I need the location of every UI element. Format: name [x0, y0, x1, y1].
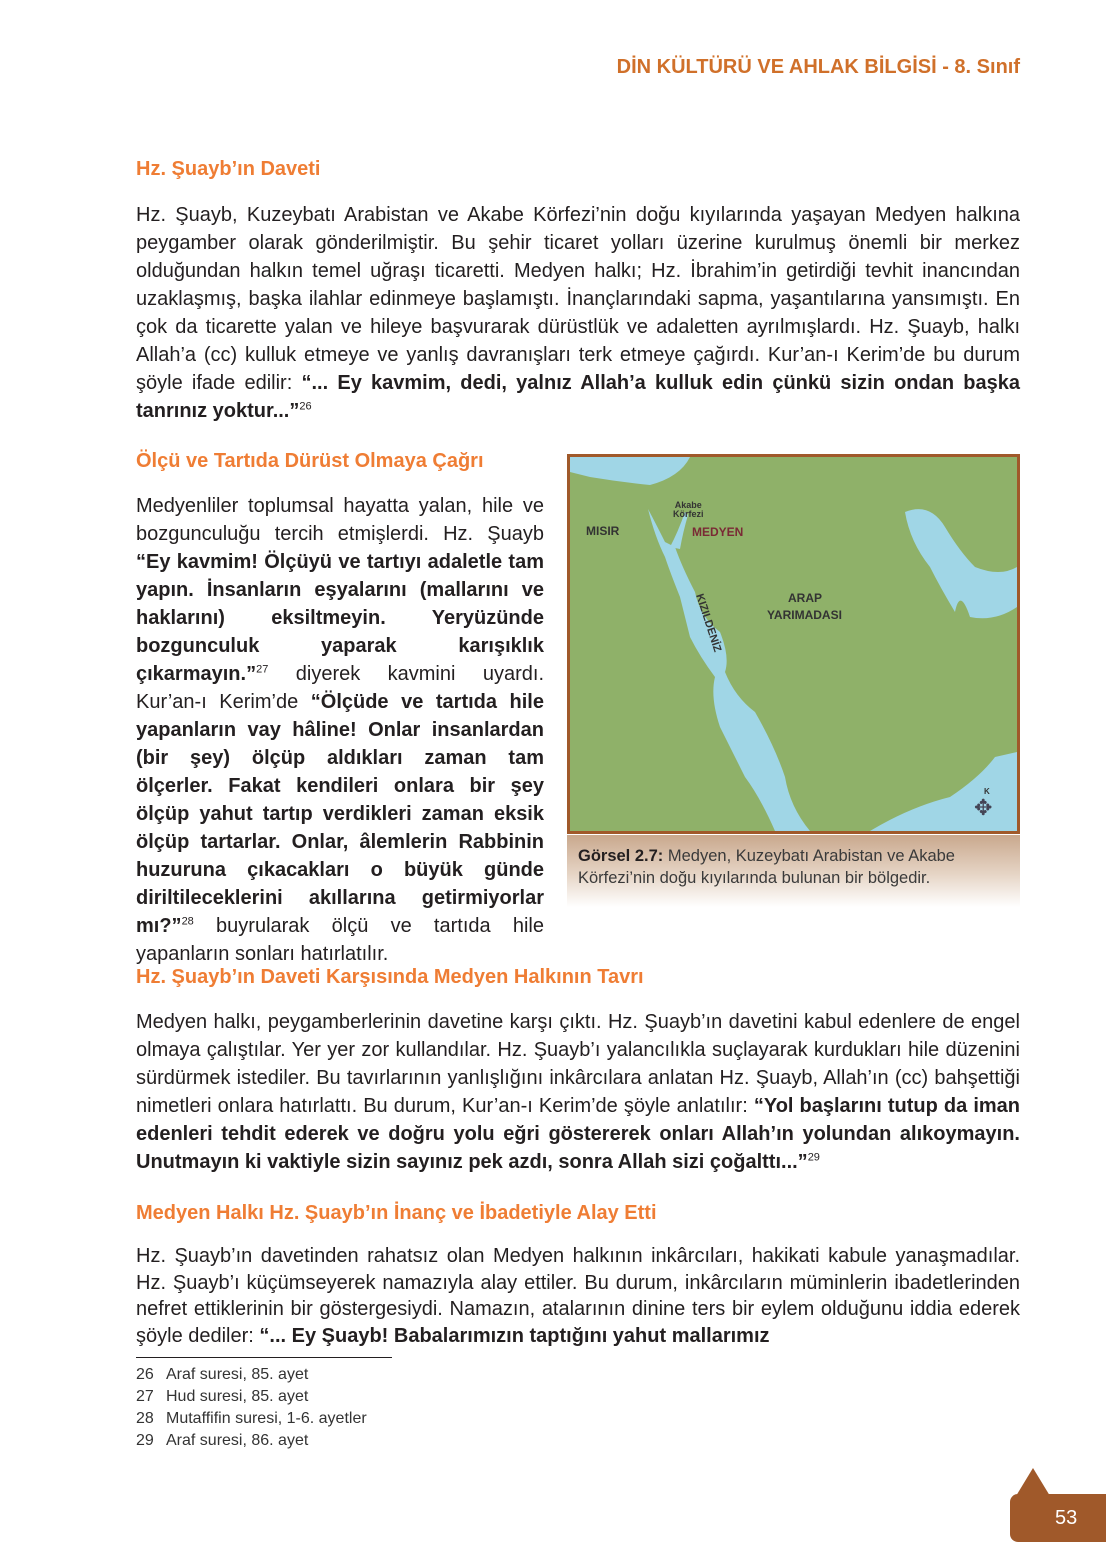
footnote	[136, 1408, 367, 1429]
body-text: Hz. Şuayb’ın davetinden rahatsız olan Medyen halkının inkârcıları, hakikati kabule yanaşmadılar. Hz. Şuayb’ı küçümseyerek namazıyla alay ettiler. Bu durum, inkârcıların müminlerin ibadetlerinden nefret ettiklerinin bir göstergesiydi. Namazın, atalarının dinine ters bir eylem olduğunu iddia ederek şöyle dediler:	[136, 1245, 1020, 1347]
quote: “Ölçüde ve tartıda hile yapanların vay hâline! Onlar insanlardan (bir şey) ölçüp aldıkları zaman tam ölçerler. Fakat kendileri onlara bir şey ölçüp yahut tartıp verdikleri zaman eksik ölçüp tartarlar. Onlar, âlemlerin Rabbinin huzuruna çıkacakları o büyük günde diriltileceklerini akıllarına getirmiyorlar mı?”	[136, 691, 544, 937]
footnote-text: Hud suresi, 85. ayet	[166, 1388, 309, 1405]
footnote	[136, 1430, 308, 1451]
page-tab-arrow-icon	[1016, 1468, 1050, 1496]
paragraph	[136, 492, 544, 968]
map-label-misir: MISIR	[586, 524, 620, 538]
quote: “Ey kavmim! Ölçüyü ve tartıyı adaletle tam yapın. İnsanların eşyalarını (mallarını ve haklarını) eksiltmeyin. Yeryüzünde bozgunculuk yaparak karışıklık çıkarmayın.”	[136, 551, 544, 685]
map-label: Körfezi	[673, 509, 704, 519]
compass-north-label: K	[984, 787, 990, 796]
footnote	[136, 1364, 308, 1385]
footnote-text: Araf suresi, 86. ayet	[166, 1432, 309, 1449]
footnote-ref: 27	[256, 663, 269, 676]
quote: “Yol başlarını tutup da iman edenleri tehdit ederek ve doğru yolu eğri göstererek onları Allah’ın yolundan alıkoymayın. Unutmayın ki vaktiyle sizin sayınız pek azdı, sonra Allah sizi çoğalttı...”	[136, 1095, 1020, 1173]
map-water	[570, 457, 1017, 831]
page-number: 53	[1055, 1507, 1078, 1529]
quote: “... Ey Şuayb! Babalarımızın taptığını yahut mallarımız	[259, 1324, 770, 1347]
compass-rose-icon: ✥	[974, 795, 993, 820]
section-heading: Hz. Şuayb’ın Daveti Karşısında Medyen Halkının Tavrı	[136, 966, 644, 988]
grade-label: - 8. Sınıf	[936, 56, 1020, 78]
footnote-divider	[136, 1357, 392, 1358]
body-text: Medyen halkı, peygamberlerinin davetine karşı çıktı. Hz. Şuayb’ın davetini kabul edenlere de engel olmaya çalıştılar. Yer yer zor kullandılar. Hz. Şuayb’ı yalancılıkla suçlayarak kurdukları hile düzenini sürdürmek istediler. Bu tavırlarının yanlışlığını inkârcılara anlatan Hz. Şuayb, Allah’ın (cc) bahşettiği nimetleri onlara hatırlattı. Bu durum, Kur’an-ı Kerim’de şöyle anlatılır:	[136, 1011, 1020, 1117]
body-text: buyrularak ölçü ve tartıda hile yapanların sonları hatırlatılır.	[136, 915, 544, 965]
page-number-tab	[1010, 1494, 1106, 1542]
footnote-text: Mutaffifin suresi, 1-6. ayetler	[166, 1410, 367, 1427]
subject-title: DİN KÜLTÜRÜ VE AHLAK BİLGİSİ	[616, 56, 937, 78]
figure-caption	[567, 835, 1020, 907]
section-heading: Hz. Şuayb’ın Daveti	[136, 158, 321, 180]
footnote-text: Araf suresi, 85. ayet	[166, 1366, 309, 1383]
body-text: diyerek kavmini uyardı. Kur’an-ı Kerim’de	[136, 663, 544, 713]
footnote-number: 26	[136, 1366, 154, 1383]
map-figure	[567, 454, 1020, 834]
section-heading: Medyen Halkı Hz. Şuayb’ın İnanç ve İbadetiyle Alay Etti	[136, 1202, 657, 1224]
caption-label: Görsel 2.7:	[578, 847, 664, 865]
section-heading: Ölçü ve Tartıda Dürüst Olmaya Çağrı	[136, 450, 484, 472]
body-text: Medyenliler toplumsal hayatta yalan, hile ve bozgunculuğu tercih etmişlerdi. Hz. Şuayb	[136, 495, 544, 545]
map-label-medyen: MEDYEN	[692, 525, 744, 539]
paragraph	[136, 201, 1020, 425]
footnote-number: 27	[136, 1388, 154, 1405]
footnote-ref: 29	[807, 1151, 820, 1164]
paragraph	[136, 1008, 1020, 1176]
footnote-number: 29	[136, 1432, 154, 1449]
caption-text: Medyen, Kuzeybatı Arabistan ve Akabe Körfezi’nin doğu kıyılarında bulunan bir bölgedir.	[578, 847, 955, 887]
map-label: ARAP	[788, 591, 823, 605]
footnote	[136, 1386, 308, 1407]
map-label: YARIMADASI	[767, 608, 842, 622]
map-label-kizildeniz: KIZILDENİZ	[693, 592, 724, 654]
footnote-ref: 28	[181, 915, 194, 928]
running-header	[617, 56, 1020, 79]
body-text: Hz. Şuayb, Kuzeybatı Arabistan ve Akabe Körfezi’nin doğu kıyılarında yaşayan Medyen halkına peygamber olarak gönderilmiştir. Bu şehir ticaret yolları üzerine kurulmuş önemli bir merkez olduğundan halkın temel uğraşı ticaretti. Medyen halkı; Hz. İbrahim’in getirdiği tevhit inancından uzaklaşmış, başka ilahlar edinmeye başlamıştı. İnançlarındaki sapma, yaşantılarına yansımıştı. En çok da ticarette yalan ve hileye başvurarak dürüstlük ve adaletten ayrılmışlardı. Hz. Şuayb, halkı Allah’a (cc) kulluk etmeye ve yanlış davranışları terk etmeye çağırdı. Kur’an-ı Kerim’de bu durum şöyle ifade edilir:	[136, 204, 1020, 394]
paragraph	[136, 1243, 1020, 1349]
footnote-ref: 26	[299, 400, 312, 413]
footnote-number: 28	[136, 1410, 154, 1427]
quote: “... Ey kavmim, dedi, yalnız Allah’a kulluk edin çünkü sizin ondan başka tanrınız yoktur...”	[136, 372, 1020, 422]
map-label: Akabe	[674, 500, 702, 510]
